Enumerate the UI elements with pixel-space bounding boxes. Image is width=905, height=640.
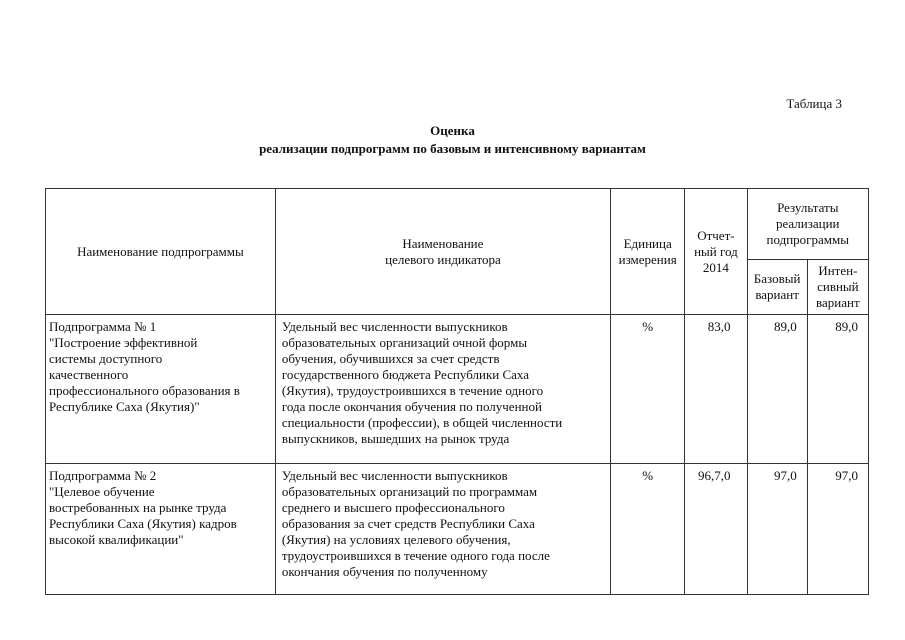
cell-unit: % [611, 464, 685, 595]
document-subtitle: реализации подпрограмм по базовым и интенсивному вариантам [259, 141, 646, 156]
table-row [46, 315, 869, 464]
cell-intensive: 97,0 [807, 464, 868, 595]
cell-base: 89,0 [747, 315, 807, 464]
table-number-label: Таблица 3 [786, 96, 842, 111]
evaluation-table [45, 188, 869, 595]
table-row [46, 464, 869, 595]
header-indicator: Наименование целевого индикатора [275, 189, 610, 315]
cell-subprogram: Подпрограмма № 2 "Целевое обучение востребованных на рынке труда Республики Саха (Якутия) кадров высокой квалификации" [46, 464, 276, 595]
cell-report-year: 83,0 [685, 315, 747, 464]
cell-report-year: 96,7,0 [685, 464, 747, 595]
header-base-variant: Базовый вариант [747, 260, 807, 315]
header-row [46, 189, 869, 260]
cell-subprogram: Подпрограмма № 1 "Построение эффективной системы доступного качественного профессионального образования в Республике Саха (Якутия)" [46, 315, 276, 464]
header-subprogram: Наименование подпрограммы [46, 189, 276, 315]
header-report-year: Отчет- ный год 2014 [685, 189, 747, 315]
header-intensive-variant: Интен- сивный вариант [807, 260, 868, 315]
cell-base: 97,0 [747, 464, 807, 595]
document-title: Оценка [430, 123, 475, 138]
cell-intensive: 89,0 [807, 315, 868, 464]
cell-unit: % [611, 315, 685, 464]
header-results: Результаты реализации подпрограммы [747, 189, 868, 260]
cell-indicator: Удельный вес численности выпускников образовательных организаций очной формы обучения, обучившихся за счет средств государственного бюджета Республики Саха (Якутия), трудоустроившихся в течение одного года после окончания обучения по полученной специальности (профессии), в общей численности выпускников, вышедших на рынок труда [275, 315, 610, 464]
header-unit: Единица измерения [611, 189, 685, 315]
cell-indicator: Удельный вес численности выпускников образовательных организаций по программам среднего и высшего профессионального образования за счет средств Республики Саха (Якутия) на условиях целевого обучения, трудоустроившихся в течение одного года после окончания обучения по полученному [275, 464, 610, 595]
